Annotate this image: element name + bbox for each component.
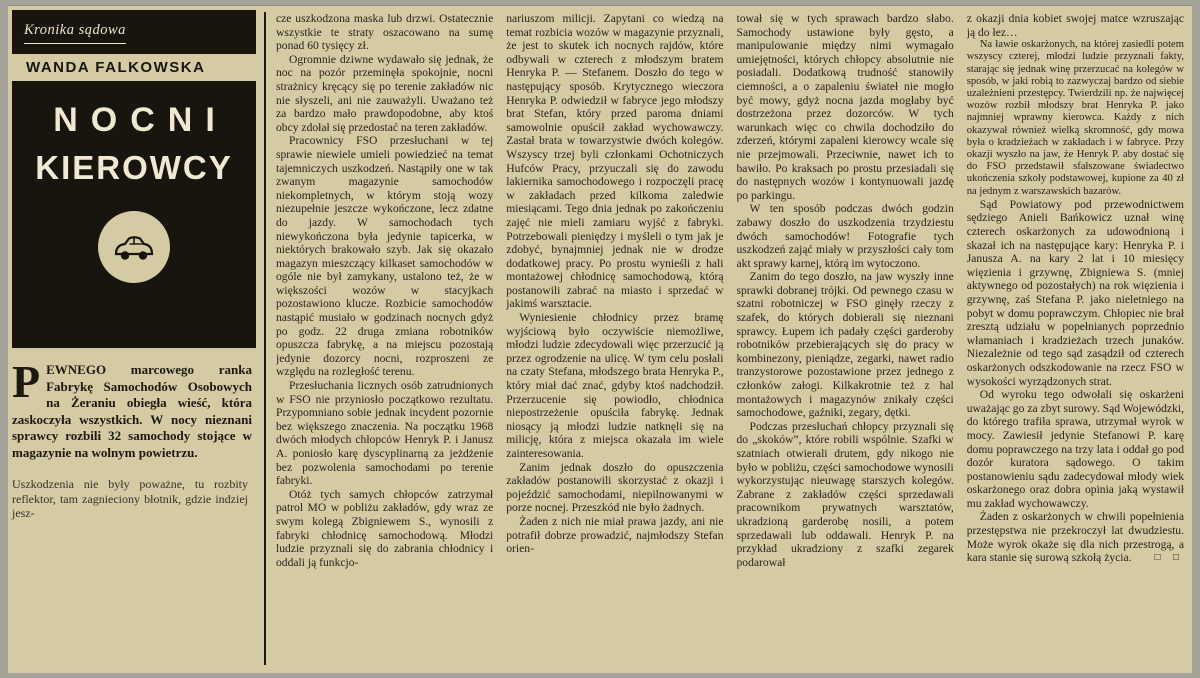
author-name: WANDA FALKOWSKA (12, 54, 256, 81)
paragraph: Podczas przesłuchań chłopcy przyznali się do „skoków”, które robili wspólnie. Szafki w szatniach otwierali drutem, gdy nikogo nie było w pobliżu, części samochodowe wynosili wykorzystując nieuwagę starszych kolegów. Zabrane z zakładów części sprzedawali pracownikom prywatnych warsztatów, ukradzioną garderobę nosili, a potem sprzedawali lub oddawali. Henryk P. na przykład ukradziony z szafki zegarek podarował (736, 419, 954, 569)
paragraph: Zanim do tego doszło, na jaw wyszły inne sprawki dobranej trójki. Od pewnego czasu w szatni robotniczej w FSO ginęły rzeczy z szafek, do których dobierali się nieznani sprawcy. Łupem ich padały części garderoby robotników przebierających się do pracy w kombinezony, pieniądze, zegarki, nawet radio tranzystorowe pozostawione przez jednego z członków załogi. Kilkakrotnie też z hal montażowych i magazynów znikały części samochodowe, gaźniki, zegary, dętki. (736, 270, 954, 420)
paragraph: Żaden z oskarżonych w chwili popełnienia przestępstwa nie przekroczył lat dwudziestu. Może wyrok okaże się dla nich przestrogą, a kara stanie się surową szkołą życia. (966, 510, 1184, 565)
article-title-line2: KIEROWCY (35, 149, 233, 186)
article-title (24, 101, 244, 187)
section-label (24, 22, 244, 44)
paragraph: Otóż tych samych chłopców zatrzymał patrol MO w pobliżu zakładów, gdy wraz ze swym kolegą Zbigniewem S., wynosili z fabryki chłodnicę samochodową. Młodzi ludzie przyznali się do zabrania chłodnicy i oddali ją funkcjo- (276, 487, 494, 569)
paragraph: Sąd Powiatowy pod przewodnictwem sędziego Anieli Bańkowicz uznał winę czterech oskarżonych za udowodnioną i skazał ich na następujące kary: Henryka P. i Janusza A. na kary 2 lat i 10 miesięcy więzienia i grzywnę, Zbigniewa S. (mniej aktywnego od pozostałych) na rok więzienia i grzywnę, zaś Stefana P. jako nieletniego na pobyt w domu poprawczym. Chłopiec nie brał zresztą udziału w popełnianych poprzednio włamaniach i kradzieżach trzech junaków. Niezależnie od tego sąd zasądził od czterech oskarżonych odszkodowanie na rzecz FSO w wysokości wyrządzonych strat. (966, 197, 1184, 388)
paragraph: nariuszom milicji. Zapytani co wiedzą na temat rozbicia wozów w magazynie przyznali, że jest to skutek ich nocnych rajdów, które odbywali w czterech z młodszym bratem Henryka P. — Stefanem. Doszło do tego w następujący sposób. Krytycznego wieczora Henryka P. odwiedził w fabryce jego młodszy brat Stefan, który przed paroma dniami samowolnie opuścił zakład wychowawczy. Zastał brata w towarzystwie dwóch kolegów. Wszyscy trzej byli członkami Ochotniczych Hufców Pracy, przyuczali się do zawodu lakiernika samochodowego i rozpoczęli pracę w zakładach przed kilkoma zaledwie miesiącami. Tego dnia jednak po zakończeniu zajęć nie mieli zamiaru wyjść z fabryki. Potrzebowali pieniędzy i myśleli o tym jak je zdobyć, bynajmniej jednak nie w drodze dodatkowej pracy. Po prostu wynieśli z hali montażowej chłodnicę samochodową, którą postanowili zabrać na miasto i sprzedać w jakimś warsztacie. (506, 12, 724, 311)
lead-text: EWNEGO marcowego ranka Fabrykę Samochodów Osobowych na Żeraniu obiegła wieść, która zaskoczyła wszystkich. W nocy nieznani sprawcy rozbili 32 samochody stojące w magazynie na wolnym powietrzu. (12, 362, 252, 460)
section-label-text: Kronika sądowa (24, 22, 126, 44)
title-panel (12, 10, 256, 348)
paragraph: Od wyroku tego odwołali się oskarżeni uważając go za zbyt surowy. Sąd Wojewódzki, do którego trafiła sprawa, utrzymał wyrok w mocy. Zawiesił jedynie Stefanowi P. karę domu poprawczego na trzy lata i oddał go pod dozór kuratora sądowego. O takim postanowieniu sądu zadecydował młody wiek oskarżonego oraz dobra opinia jaką wystawił mu zakład wychowawczy. (966, 388, 1184, 510)
article-end-marks: □ □ (1154, 552, 1184, 564)
car-badge (98, 211, 170, 283)
paragraph: W ten sposób podczas dwóch godzin zabawy doszło do uszkodzenia trzydziestu dwóch samochodów! Fotografie tych uszkodzeń zająć miały w przyszłości cały tom akt sprawy karnej, którą im wytoczono. (736, 202, 954, 270)
paragraph: Wyniesienie chłodnicy przez bramę wyjściową było oczywiście niemożliwe, młodzi ludzie zdecydowali więc przerzucić ją przez ogrodzenie na ulicę. W tym celu posłali na czaty Stefana, młodszego brata Henryka P., który miał dać znać, gdyby ktoś nadchodził. Przerzucenie się powiodło, chłodnica niepostrzeżenie opuściła fabrykę. Jednak niosący ją młodzi ludzie natknęli się na milicję, która z miejsca okazała im wiele zainteresowania. (506, 311, 724, 460)
article-page (8, 5, 1192, 673)
column-divider (264, 12, 266, 665)
paragraph: Przesłuchania licznych osób zatrudnionych w FSO nie przyniosło początkowo rezultatu. Przypomniano sobie jednak incydent pozornie bez większego znaczenia. Na początku 1968 dwóch młodych chłopców Henryk P. i Janusz A. poniosło karę dyscyplinarną za jeżdżenie bez pozwolenia samochodami po terenie fabryki. (276, 379, 494, 488)
car-icon (111, 232, 157, 262)
intro-note: Uszkodzenia nie były poważne, tu rozbity reflektor, tam zagnieciony błotnik, gdzie indziej jesz- (12, 477, 248, 520)
lead-paragraph (12, 356, 256, 461)
article-column-4 (967, 12, 1184, 665)
paragraph: Ogromnie dziwne wydawało się jednak, że noc na pozór przeminęła spokojnie, nocni strażnicy kręcący się po terenie zakładów nic nie słyszeli, ani nie zauważyli. Uważano też za bardzo mało prawdopodobne, aby ktoś obcy zdołał się przedostać na teren zakładów. (276, 52, 494, 134)
dropcap: P (12, 356, 41, 407)
paragraph: Zanim jednak doszło do opuszczenia zakładów postanowili skorzystać z okazji i pojeździć samochodami, niepilnowanymi w porze nocnej. Przeszkód nie było żadnych. (506, 460, 724, 515)
feature-column (12, 10, 256, 665)
paragraph: Pracownicy FSO przesłuchani w tej sprawie niewiele umieli powiedzieć na temat tajemniczych uszkodzeń. Nastąpiły one w tak zwanym magazynie samochodów niekompletnych, w którym stoją wozy niezupełnie jeszcze wykończone, lecz zdatne do jazdy. W samochodach tych niewykończona była jedynie tapicerka, w niektórych brakowało szyb. Jak się okazało magazyn mieszczący kilkaset samochodów w ogóle nie był zamykany, ustalono też, że w większości wozów w stacyjkach pozostawiono klucze. Rozbicie samochodów nastąpić musiało w godzinach nocnych gdyż po godz. 22 druga zmiana robotników opuszcza fabrykę, a na miejscu pozostają jedynie dozorcy nocni, rozproszeni ze względu na rozległość terenu. (276, 134, 494, 379)
article-body (276, 10, 1184, 665)
article-column-2 (506, 12, 723, 665)
article-column-1 (276, 12, 493, 665)
article-title-line1: NOCNI (53, 101, 228, 139)
paragraph: tował się w tych sprawach bardzo słabo. Samochody ustawione były gęsto, a manipulowanie między nimi wymagało umiejętności, których chłopcy absolutnie nie posiadali. Dodatkową trudność stanowiły ciemności, a o zapaleniu świateł nie mogło być mowy, gdyż nocna jazda mogłaby być dostrzeżona przez dozorców. W tych warunkach więc co chwila dochodziło do zderzeń, którymi zapaleni kierowcy wcale się nie przejmowali. Przeciwnie, nawet ich to bawiło. Po kraksach po prostu przesiadali się do następnych wozów i kontynuowali jazdę po parkingu. (736, 12, 954, 202)
article-column-3 (737, 12, 954, 665)
paragraph: z okazji dnia kobiet swojej matce wzruszając ją do łez… (966, 12, 1184, 39)
paragraph: Na ławie oskarżonych, na której zasiedli potem wszyscy czterej, młodzi ludzie przyznali fakty, starając się jednak winę przerzucać na kolegów w sposób, w jaki robią to zazwyczaj bardzo od siebie uzależnieni przestępcy. Twierdzili np. że najwięcej wozów rozbił młodszy brat Henryka P. jako najmniej wprawny kierowca. Każdy z nich okazywał również wielką skromność, gdy mowa była o kradzieżach w zakładach i w fabryce. Przy okazji wyszło na jaw, że Henryk P. aby dostać się do FSO przedstawił sfałszowane świadectwo ukończenia szkoły podstawowej, kupione za 40 zł na jednym z warszawskich bazarów. (966, 39, 1184, 197)
paragraph: Żaden z nich nie miał prawa jazdy, ani nie potrafił dobrze prowadzić, najmłodszy Stefan orien- (506, 514, 724, 556)
paragraph: cze uszkodzona maska lub drzwi. Ostatecznie wszystkie te straty oszacowano na sumę ponad 60 tysięcy zł. (276, 12, 494, 53)
